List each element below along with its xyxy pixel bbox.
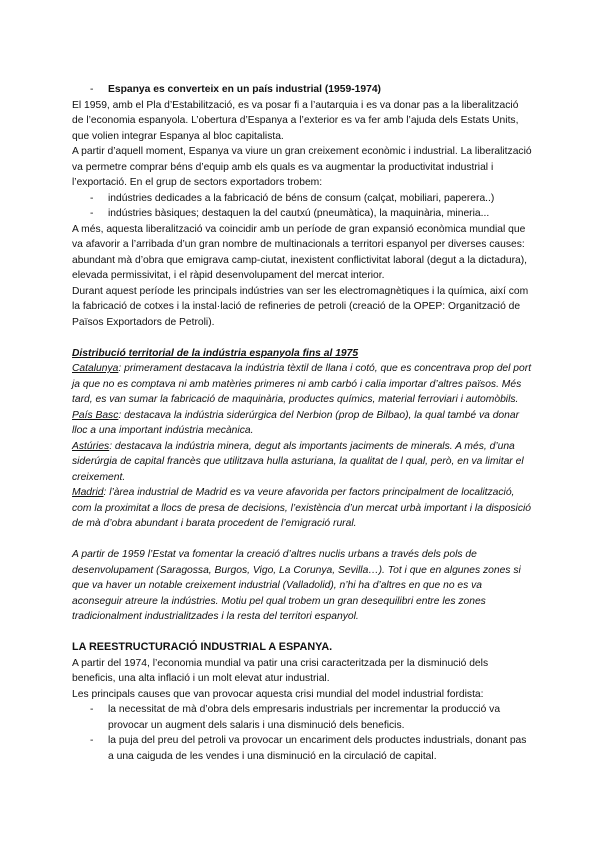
region-paragraph xyxy=(72,408,532,439)
list-item xyxy=(72,733,532,764)
paragraph: A partir del 1974, l’economia mundial va patir una crisi caracteritzada per la disminució dels beneficis, una alta inflació i un molt elevat atur industrial. xyxy=(72,657,489,684)
bullet-dash: - xyxy=(90,735,94,746)
region-text: : primerament destacava la indústria tèxtil de llana i cotó, que es concentrava prop del port ja que no es comptava ni amb matèries primeres ni amb carbó i calia importar d’altres països. Més tard, es van sumar la fabricació de maquinària, productes químics, material ferroviari i automòbils. xyxy=(72,363,532,405)
region-name: Madrid xyxy=(72,487,104,498)
list-item-text: indústries bàsiques; destaquen la del cautxú (pneumàtica), la maquinària, mineria... xyxy=(108,208,490,219)
region-name: País Basc xyxy=(72,409,119,421)
paragraph: Les principals causes que van provocar aquesta crisi mundial del model industrial fordista: xyxy=(72,688,484,700)
region-paragraph xyxy=(72,361,532,408)
region-name: Astúries xyxy=(72,440,110,452)
paragraph: A partir d’aquell moment, Espanya va viure un gran creixement econòmic i industrial. La liberalització va permetre comprar béns d’equip amb els quals es va augmentar la productivitat industrial i l’exportació. En el grup de sectors exportadors trobem: xyxy=(72,146,532,188)
paragraph: Durant aquest període les principals indústries van ser les electromagnètiques i la química, així com la fabricació de cotxes i la instal·lació de refineries de petroli (creació de la OPEP: Organització de Països Exportadors de Petroli). xyxy=(72,285,529,328)
list-item xyxy=(72,191,532,207)
region-text: : l’àrea industrial de Madrid es va veure afavorida per factors principalment de localització, com la proximitat a llocs de presa de decisions, l’existència d’un mercat urbà important i la disposició de mà d’obra abundant i barata procedent de l’emigració rural. xyxy=(72,487,531,529)
paragraph: El 1959, amb el Pla d’Estabilització, es va posar fi a l’autarquia i es va donar pas a la liberalització de l’economia espanyola. L’obertura d’Espanya a l’exterior es va fer amb l’ajuda dels Estats Units, que volien integrar Espanya al bloc capitalista. xyxy=(72,99,519,142)
list-item-text: indústries dedicades a la fabricació de béns de consum (calçat, mobiliari, paperera..) xyxy=(108,192,495,204)
region-text: : destacava la indústria siderúrgica del Nerbion (prop de Bilbao), la qual també va donar lloc a una important indústria mecànica. xyxy=(72,409,520,436)
paragraph: A més, aquesta liberalització va coincidir amb un període de gran expansió econòmica mundial que va afavorir a l’arribada d’un gran nombre de multinacionals a territori espanyol per diverses causes: abundant mà d’obra que emigrava camp-ciutat, inexistent conflictivitat laboral (degut a la dictadura), elevada permissivitat, i el ràpid desenvolupament del mercat interior. xyxy=(72,223,528,281)
bullet-dash: - xyxy=(90,208,94,219)
bullet-dash: - xyxy=(90,704,94,715)
section-heading-distribution: Distribució territorial de la indústria espanyola fins al 1975 xyxy=(72,347,359,359)
paragraph: A partir de 1959 l’Estat va fomentar la creació d’altres nuclis urbans a través dels pols de desenvolupament (Saragossa, Burgos, Vigo, La Corunya, Sevilla…). Tot i que en algunes zones si que va haver un notable creixement industrial (Valladolid), n’hi ha d’altres en que no es va aconseguir atreure la indústries. Motiu pel qual trobem un gran desequilibri entre les zones tradicionalment industrialitzades i la resta del territori espanyol. xyxy=(72,549,521,622)
section-heading-industrialization xyxy=(72,82,532,98)
list-item-text: la puja del preu del petroli va provocar un encariment dels productes industrials, donant pas a una caiguda de les vendes i una disminució en la circulació de capital. xyxy=(108,735,527,762)
document-page xyxy=(72,82,532,764)
region-paragraph xyxy=(72,439,532,486)
bullet-dash: - xyxy=(90,84,94,95)
section-heading-restructuring: LA REESTRUCTURACIÓ INDUSTRIAL A ESPANYA. xyxy=(72,641,333,653)
list-item xyxy=(72,206,532,222)
list-item-text: la necessitat de mà d’obra dels empresaris industrials per incrementar la producció va provocar un augment dels salaris i una disminució dels beneficis. xyxy=(108,704,501,731)
region-name: Catalunya xyxy=(72,363,119,374)
bullet-dash: - xyxy=(90,192,94,204)
region-text: : destacava la indústria minera, degut als importants jaciments de minerals. A més, d’una siderúrgia de capital francès que utilitzava hulla asturiana, la qualitat de l qual, però, en va limitar el creixement. xyxy=(72,440,524,483)
list-item xyxy=(72,702,532,733)
region-paragraph xyxy=(72,485,532,532)
heading-text: Espanya es converteix en un país industrial (1959-1974) xyxy=(108,84,381,95)
